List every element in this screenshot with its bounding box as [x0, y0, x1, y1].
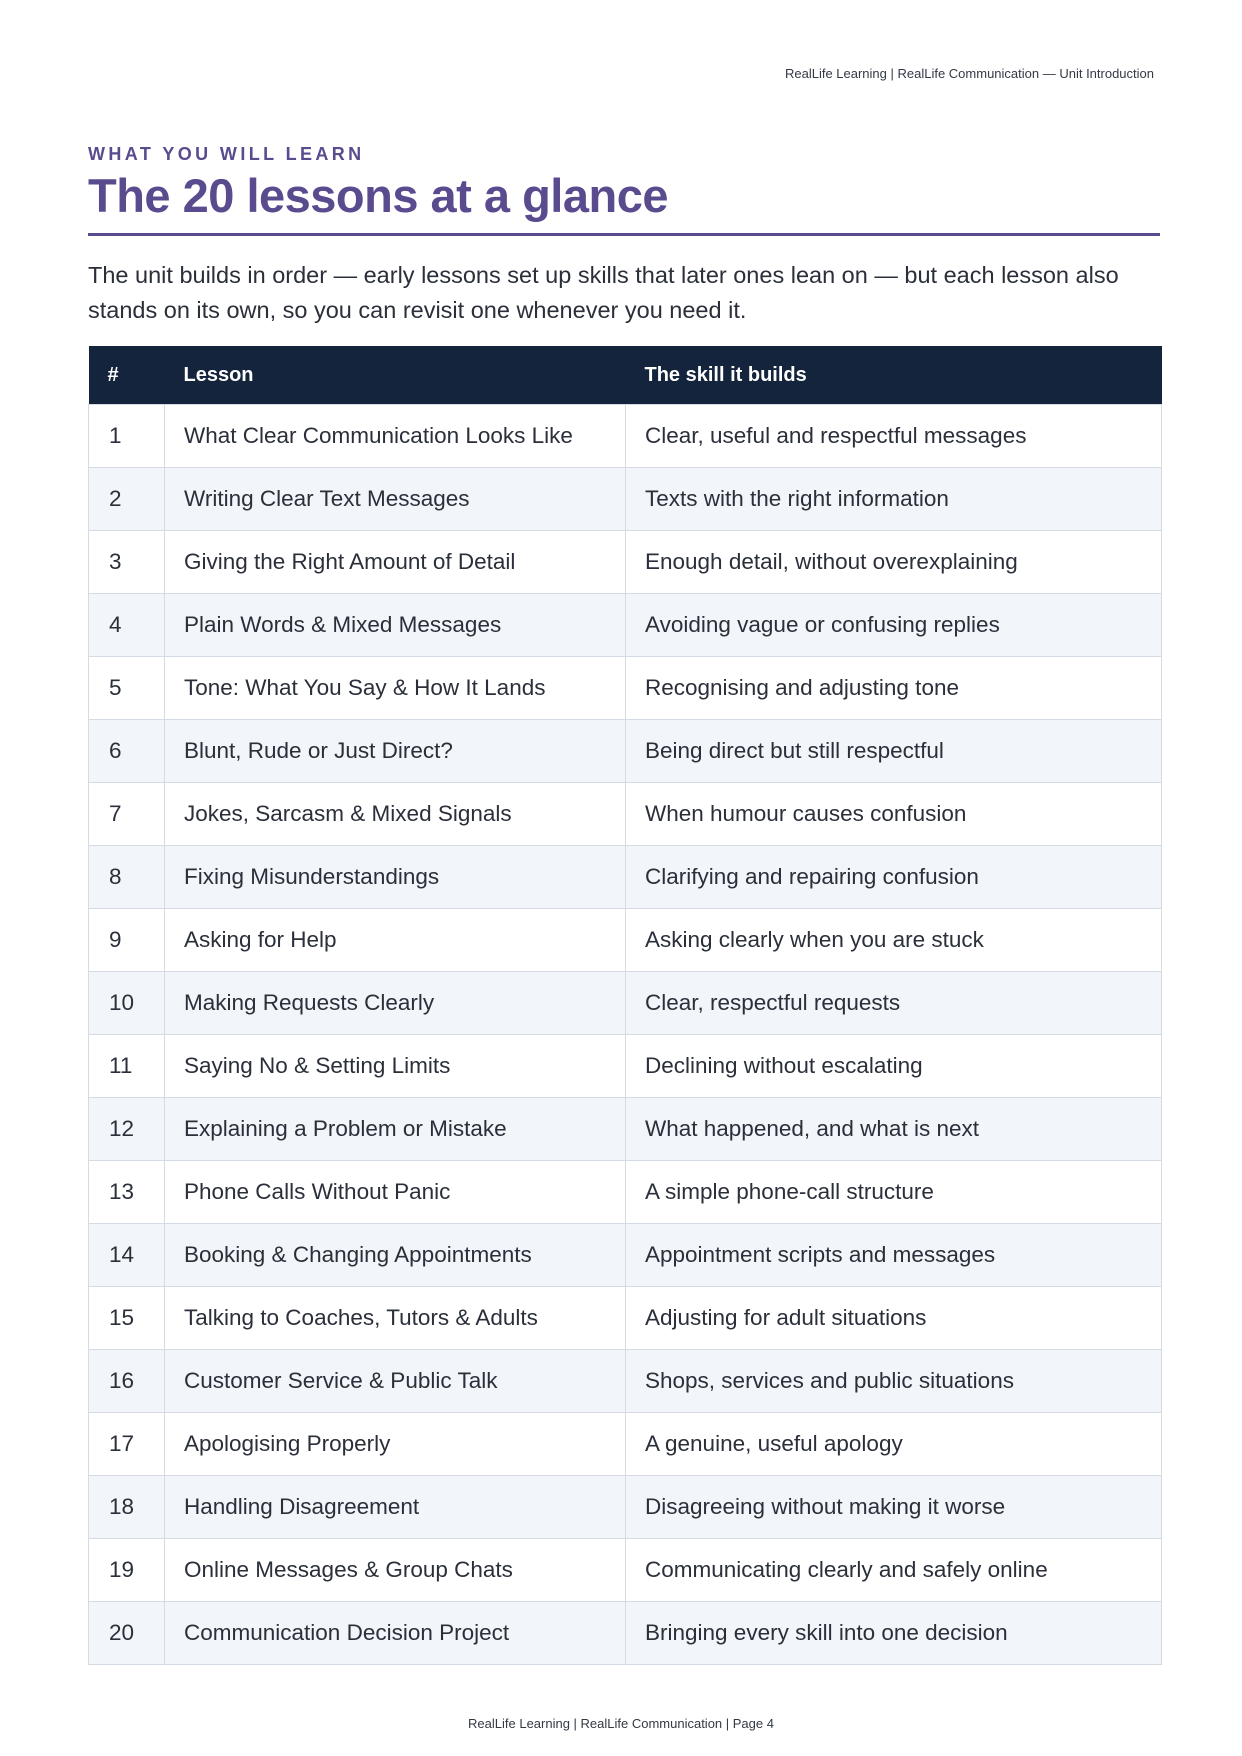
lesson-title: Writing Clear Text Messages — [165, 468, 626, 531]
table-row — [89, 468, 1162, 531]
lesson-number: 7 — [89, 783, 165, 846]
lesson-title: Phone Calls Without Panic — [165, 1161, 626, 1224]
table-row — [89, 1476, 1162, 1539]
lesson-skill: Avoiding vague or confusing replies — [626, 594, 1162, 657]
lesson-title: What Clear Communication Looks Like — [165, 405, 626, 468]
table-row — [89, 720, 1162, 783]
lesson-skill: Shops, services and public situations — [626, 1350, 1162, 1413]
lesson-title: Blunt, Rude or Just Direct? — [165, 720, 626, 783]
lesson-skill: Asking clearly when you are stuck — [626, 909, 1162, 972]
lesson-title: Saying No & Setting Limits — [165, 1035, 626, 1098]
lesson-skill: A simple phone-call structure — [626, 1161, 1162, 1224]
lesson-skill: Appointment scripts and messages — [626, 1224, 1162, 1287]
lesson-title: Making Requests Clearly — [165, 972, 626, 1035]
lesson-title: Communication Decision Project — [165, 1602, 626, 1665]
lesson-number: 1 — [89, 405, 165, 468]
lesson-number: 12 — [89, 1098, 165, 1161]
lesson-skill: Recognising and adjusting tone — [626, 657, 1162, 720]
lesson-number: 4 — [89, 594, 165, 657]
table-row — [89, 1539, 1162, 1602]
table-row — [89, 531, 1162, 594]
lesson-number: 6 — [89, 720, 165, 783]
lessons-table — [88, 346, 1162, 1665]
lesson-number: 5 — [89, 657, 165, 720]
lesson-title: Jokes, Sarcasm & Mixed Signals — [165, 783, 626, 846]
lesson-skill: Communicating clearly and safely online — [626, 1539, 1162, 1602]
lesson-skill: Adjusting for adult situations — [626, 1287, 1162, 1350]
lesson-number: 13 — [89, 1161, 165, 1224]
lesson-title: Asking for Help — [165, 909, 626, 972]
lesson-title: Explaining a Problem or Mistake — [165, 1098, 626, 1161]
column-header-lesson: Lesson — [165, 346, 626, 405]
lesson-title: Fixing Misunderstandings — [165, 846, 626, 909]
lesson-number: 11 — [89, 1035, 165, 1098]
lesson-number: 9 — [89, 909, 165, 972]
lesson-skill: Declining without escalating — [626, 1035, 1162, 1098]
lesson-number: 14 — [89, 1224, 165, 1287]
lesson-skill: Enough detail, without overexplaining — [626, 531, 1162, 594]
running-header: RealLife Learning | RealLife Communication — Unit Introduction — [784, 66, 1154, 81]
lesson-skill: What happened, and what is next — [626, 1098, 1162, 1161]
lesson-title: Handling Disagreement — [165, 1476, 626, 1539]
lesson-title: Online Messages & Group Chats — [165, 1539, 626, 1602]
intro-paragraph: The unit builds in order — early lessons set up skills that later ones lean on — but each lesson also stands on its own, so you can revisit one whenever you need it. — [88, 262, 1119, 323]
lesson-skill: Disagreeing without making it worse — [626, 1476, 1162, 1539]
lesson-number: 16 — [89, 1350, 165, 1413]
lesson-title: Plain Words & Mixed Messages — [165, 594, 626, 657]
table-row — [89, 657, 1162, 720]
lesson-title: Talking to Coaches, Tutors & Adults — [165, 1287, 626, 1350]
lesson-title: Apologising Properly — [165, 1413, 626, 1476]
table-row — [89, 1035, 1162, 1098]
lesson-number: 2 — [89, 468, 165, 531]
table-row — [89, 1413, 1162, 1476]
column-header-skill: The skill it builds — [626, 346, 1162, 405]
table-row — [89, 846, 1162, 909]
lesson-number: 19 — [89, 1539, 165, 1602]
table-row — [89, 1161, 1162, 1224]
lesson-skill: A genuine, useful apology — [626, 1413, 1162, 1476]
table-row — [89, 594, 1162, 657]
lesson-number: 8 — [89, 846, 165, 909]
table-row — [89, 1602, 1162, 1665]
lesson-number: 15 — [89, 1287, 165, 1350]
lesson-skill: Bringing every skill into one decision — [626, 1602, 1162, 1665]
lesson-skill: Clear, respectful requests — [626, 972, 1162, 1035]
running-footer: RealLife Learning | RealLife Communication | Page 4 — [468, 1716, 774, 1731]
table-row — [89, 405, 1162, 468]
lesson-title: Giving the Right Amount of Detail — [165, 531, 626, 594]
lesson-skill: Texts with the right information — [626, 468, 1162, 531]
lesson-skill: Clarifying and repairing confusion — [626, 846, 1162, 909]
table-row — [89, 1224, 1162, 1287]
lesson-title: Tone: What You Say & How It Lands — [165, 657, 626, 720]
title-divider — [88, 233, 1160, 236]
page-title: The 20 lessons at a glance — [88, 169, 668, 222]
column-header-number: # — [89, 346, 165, 405]
lesson-skill: Clear, useful and respectful messages — [626, 405, 1162, 468]
lesson-number: 17 — [89, 1413, 165, 1476]
lesson-number: 10 — [89, 972, 165, 1035]
table-row — [89, 1098, 1162, 1161]
table-row — [89, 783, 1162, 846]
lesson-number: 20 — [89, 1602, 165, 1665]
lesson-number: 3 — [89, 531, 165, 594]
table-row — [89, 1287, 1162, 1350]
lesson-skill: When humour causes confusion — [626, 783, 1162, 846]
table-header-row — [89, 346, 1162, 405]
table-row — [89, 1350, 1162, 1413]
lesson-title: Booking & Changing Appointments — [165, 1224, 626, 1287]
table-row — [89, 972, 1162, 1035]
section-kicker: WHAT YOU WILL LEARN — [88, 144, 365, 164]
table-row — [89, 909, 1162, 972]
lesson-title: Customer Service & Public Talk — [165, 1350, 626, 1413]
lesson-number: 18 — [89, 1476, 165, 1539]
table-body — [89, 405, 1162, 1665]
lesson-skill: Being direct but still respectful — [626, 720, 1162, 783]
